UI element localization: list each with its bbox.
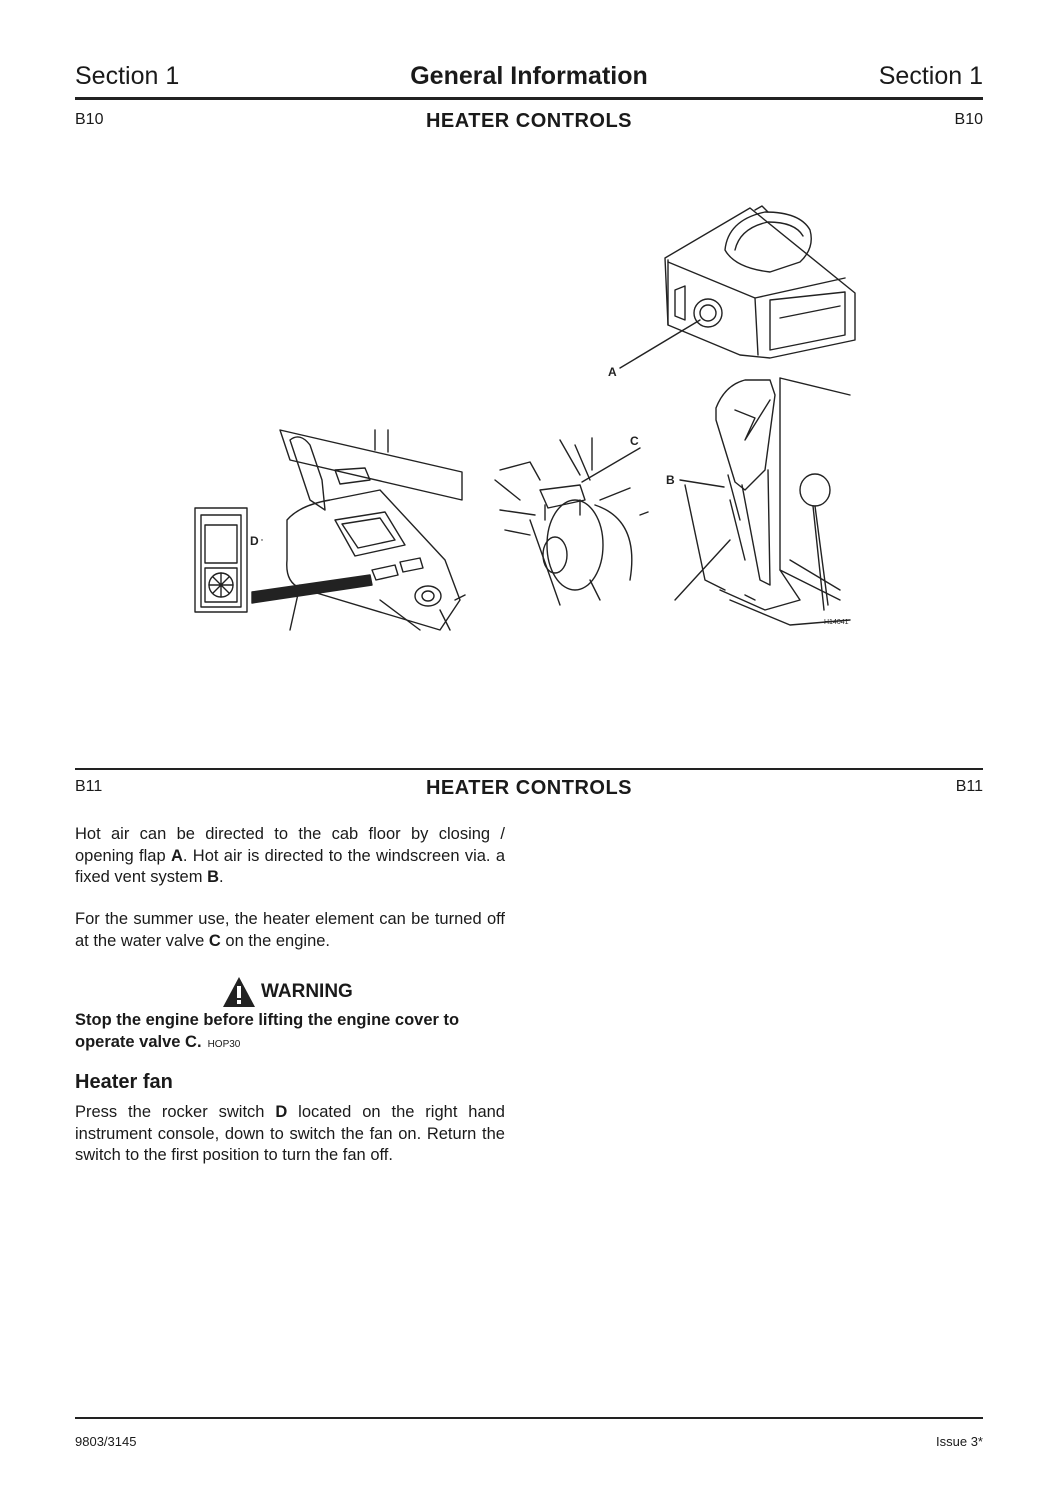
footer-rule <box>75 1417 983 1419</box>
paragraph-summer: For the summer use, the heater element can be turned off at the water valve C on the engine. <box>75 910 505 950</box>
callout-d: D <box>250 534 259 548</box>
b10-code-right: B10 <box>954 111 983 128</box>
section-label-right: Section 1 <box>878 62 983 90</box>
figure-id: H14041 <box>824 619 849 626</box>
section-label-left: Section 1 <box>75 62 180 90</box>
heater-box-drawing <box>665 206 855 358</box>
warning-text: Stop the engine before lifting the engine cover to operate valve C. HOP30 <box>75 1011 460 1051</box>
console-drawing <box>280 430 465 630</box>
b11-code-right: B11 <box>955 778 983 795</box>
b10-title: HEATER CONTROLS <box>425 110 632 132</box>
b11-code-left: B11 <box>75 778 103 795</box>
warning-heading <box>222 976 353 1008</box>
b10-code-left: B10 <box>75 111 104 128</box>
b11-title: HEATER CONTROLS <box>425 777 632 799</box>
callout-a: A <box>608 365 617 379</box>
heater-controls-illustration <box>0 0 1058 700</box>
vent-system-drawing <box>675 378 850 625</box>
document-number: 9803/3145 <box>75 1434 137 1449</box>
paragraph-flap: Hot air can be directed to the cab floor by closing / opening flap A. Hot air is directed to the windscreen via. a fixed vent system B. <box>75 825 505 886</box>
rocker-switch-drawing <box>195 508 247 612</box>
paragraph-heater-fan: Press the rocker switch D located on the right hand instrument console, down to switch the fan on. Return the switch to the first position to turn the fan off. <box>75 1103 505 1164</box>
b11-rule <box>75 768 983 770</box>
warning-triangle-icon <box>222 976 256 1008</box>
warning-ref: HOP30 <box>207 1038 241 1050</box>
page-title: General Information <box>410 62 648 90</box>
heater-fan-heading: Heater fan <box>75 1071 173 1093</box>
callout-c: C <box>630 434 639 448</box>
warning-title: WARNING <box>261 981 353 1002</box>
issue-number: Issue 3* <box>936 1434 983 1449</box>
water-valve-drawing <box>495 438 648 605</box>
callout-b: B <box>666 473 675 487</box>
